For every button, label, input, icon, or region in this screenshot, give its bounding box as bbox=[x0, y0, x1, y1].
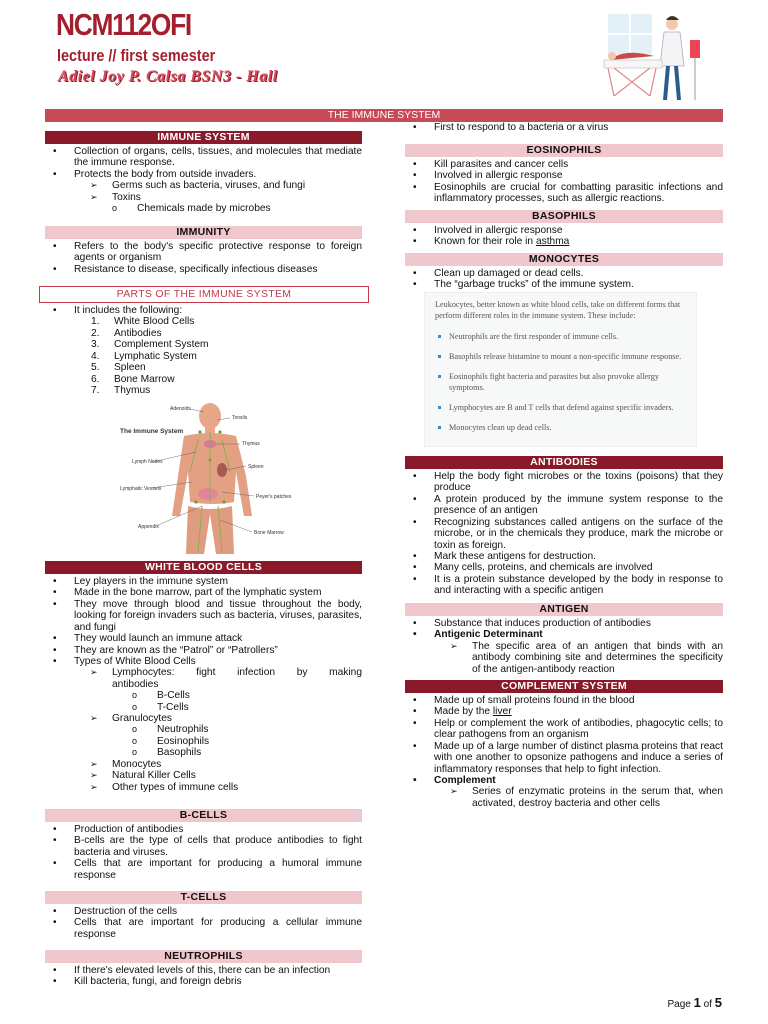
tcells-heading: T-CELLS bbox=[45, 891, 362, 904]
list-item: • B-cells are the type of cells that produce antibodies to fight bacteria and viruses. bbox=[45, 835, 362, 858]
list-item: • Made in the bone marrow, part of the lymphatic system bbox=[45, 587, 362, 598]
list-item-text: Made by the bbox=[434, 706, 493, 718]
diagram-label: Lymph Nodes bbox=[132, 459, 163, 465]
list-item: • Cells that are important for producing a cellular immune response bbox=[45, 917, 362, 940]
parts-list-number: 1. bbox=[91, 316, 100, 328]
monocytes-section bbox=[405, 253, 723, 291]
list-item: o Chemicals made by microbes bbox=[112, 203, 362, 214]
immune-system-heading: IMMUNE SYSTEM bbox=[45, 131, 362, 144]
parts-heading: PARTS OF THE IMMUNE SYSTEM bbox=[39, 286, 369, 303]
list-item: • It is a protein substance developed by the body in response to and interacting with a specific antigen bbox=[405, 574, 723, 597]
basophils-section bbox=[405, 210, 723, 248]
immunity-section bbox=[45, 226, 362, 275]
parts-list-text: Thymus bbox=[114, 384, 151, 396]
parts-list-text: Bone Marrow bbox=[114, 373, 175, 385]
list-item: • Help or complement the work of antibodies, phagocytic cells; to clear pathogens from an organism bbox=[405, 718, 723, 741]
asthma-text: asthma bbox=[535, 236, 570, 248]
list-item: • Eosinophils are crucial for combatting parasitic infections and inflammatory processes, such as allergic reactions. bbox=[405, 182, 723, 205]
list-item-text: Protects the body from outside invaders. bbox=[74, 168, 257, 180]
inset-item: Lymphocytes are B and T cells that defend against specific invaders. bbox=[435, 402, 686, 413]
parts-list-item bbox=[91, 362, 369, 373]
parts-list-number: 7. bbox=[91, 384, 100, 396]
page-number: 1 bbox=[693, 995, 701, 1010]
inset-item: Monocytes clean up dead cells. bbox=[435, 422, 686, 433]
list-item: • They move through blood and tissue throughout the body, looking for foreign invaders such as bacteria, viruses, parasites, and fungi bbox=[45, 599, 362, 633]
list-item bbox=[45, 169, 362, 180]
parts-list bbox=[91, 316, 369, 396]
list-item: ➢ Monocytes bbox=[90, 759, 362, 770]
list-item: • Recognizing substances called antigens on the surface of the microbe, or in the chemicals they produce, mark the microbe or toxin as foreign. bbox=[405, 517, 723, 551]
list-item: • Types of White Blood Cells bbox=[45, 656, 362, 667]
antigen-heading: ANTIGEN bbox=[405, 603, 723, 616]
parts-list-item bbox=[91, 351, 369, 362]
parts-list-number: 3. bbox=[91, 339, 100, 351]
list-item: ➢ Germs such as bacteria, viruses, and fungi bbox=[90, 180, 362, 191]
list-item: • Involved in allergic response bbox=[405, 225, 723, 236]
parts-list-number: 6. bbox=[91, 373, 100, 385]
list-item bbox=[90, 713, 362, 759]
list-item: o T-Cells bbox=[132, 702, 362, 713]
parts-list-item bbox=[91, 339, 369, 350]
list-item: • Help the body fight microbes or the toxins (poisons) that they produce bbox=[405, 471, 723, 494]
basophils-heading: BASOPHILS bbox=[405, 210, 723, 223]
parts-list-number: 5. bbox=[91, 362, 100, 374]
list-item bbox=[90, 667, 362, 713]
list-item: ➢ Series of enzymatic proteins in the serum that, when activated, destroy bacteria and other cells bbox=[450, 786, 723, 809]
list-item: • They would launch an immune attack bbox=[45, 633, 362, 644]
list-item: • Destruction of the cells bbox=[45, 906, 362, 917]
parts-list-item bbox=[91, 316, 369, 327]
inset-list bbox=[435, 331, 686, 433]
list-item-text: Known for their role in bbox=[434, 236, 536, 248]
diagram-label: Spleen bbox=[248, 464, 264, 470]
inset-item: Eosinophils fight bacteria and parasites but also provoke allergy symptoms. bbox=[435, 371, 686, 393]
parts-list-number: 2. bbox=[91, 327, 100, 339]
eosinophils-section bbox=[405, 144, 723, 205]
diagram-label: Appendix bbox=[138, 524, 159, 530]
list-item: ➢ Other types of immune cells bbox=[90, 782, 362, 793]
inset-item: Basophils release histamine to mount a non-specific immune response. bbox=[435, 351, 686, 362]
list-item: o B-Cells bbox=[132, 690, 362, 701]
parts-section bbox=[39, 286, 369, 396]
list-item bbox=[405, 236, 723, 247]
neutrophils-continued bbox=[405, 122, 723, 133]
list-item: • A protein produced by the immune system response to the presence of an antigen bbox=[405, 494, 723, 517]
list-item: • Resistance to disease, specifically infectious diseases bbox=[45, 264, 362, 275]
list-item: • Substance that induces production of antibodies bbox=[405, 618, 723, 629]
page-word: Page bbox=[667, 999, 691, 1010]
diagram-title: The Immune System bbox=[120, 428, 184, 435]
list-item: • Involved in allergic response bbox=[405, 170, 723, 181]
eosinophils-heading: EOSINOPHILS bbox=[405, 144, 723, 157]
diagram-label: Adenoids bbox=[170, 406, 191, 412]
list-item: • Collection of organs, cells, tissues, and molecules that mediate the immune response. bbox=[45, 146, 362, 169]
complement-section bbox=[405, 680, 723, 809]
complement-heading: COMPLEMENT SYSTEM bbox=[405, 680, 723, 693]
list-item: o Neutrophils bbox=[132, 724, 362, 735]
list-item: • It includes the following: bbox=[45, 305, 369, 316]
course-title: NCM112OFI bbox=[56, 7, 191, 42]
list-item: • Production of antibodies bbox=[45, 824, 362, 835]
list-item: ➢ Toxins bbox=[90, 192, 362, 203]
list-item: • Mark these antigens for destruction. bbox=[405, 551, 723, 562]
list-item: • Cells that are important for producing a humoral immune response bbox=[45, 858, 362, 881]
immunity-heading: IMMUNITY bbox=[45, 226, 362, 239]
liver-text: liver bbox=[492, 706, 512, 718]
of-word: of bbox=[703, 999, 712, 1010]
parts-list-item bbox=[91, 328, 369, 339]
parts-list-text: Antibodies bbox=[114, 327, 162, 339]
parts-list-number: 4. bbox=[91, 350, 100, 362]
list-item: • They are known as the “Patrol” or “Patrollers” bbox=[45, 645, 362, 656]
page-total: 5 bbox=[714, 995, 722, 1010]
antigen-section bbox=[405, 603, 723, 675]
diagram-label: Peyer's patches bbox=[256, 494, 292, 500]
diagram-label: Tonsils bbox=[232, 415, 248, 421]
list-item: ➢ Natural Killer Cells bbox=[90, 770, 362, 781]
inset-intro: Leukocytes, better known as white blood cells, take on different forms that perform different roles in the immune system. These include: bbox=[435, 300, 681, 321]
diagram-label: Bone Marrow bbox=[254, 530, 284, 536]
list-item: • If there's elevated levels of this, there can be an infection bbox=[45, 965, 362, 976]
inset-item: Neutrophils are the first responder of immune cells. bbox=[435, 331, 686, 342]
course-subtitle: lecture // first semester bbox=[57, 46, 216, 65]
parts-list-text: Complement System bbox=[114, 339, 209, 351]
list-item: • Many cells, proteins, and chemicals are involved bbox=[405, 562, 723, 573]
monocytes-heading: MONOCYTES bbox=[405, 253, 723, 266]
immune-system-diagram bbox=[112, 402, 308, 554]
diagram-label: Lymphatic Vessels bbox=[120, 486, 162, 492]
author-name: Adiel Joy P. Calsa BSN3 - Hall bbox=[58, 68, 278, 85]
list-item bbox=[405, 706, 723, 717]
bcells-heading: B-CELLS bbox=[45, 809, 362, 822]
doctor-patient-illustration bbox=[600, 10, 712, 106]
neutrophils-heading: NEUTROPHILS bbox=[45, 950, 362, 963]
list-item: o Eosinophils bbox=[132, 736, 362, 747]
parts-list-text: Spleen bbox=[114, 362, 146, 374]
antibodies-section bbox=[405, 456, 723, 597]
list-item: ➢ The specific area of an antigen that binds with an antibody combining site and determines the specificity of the antigen-antibody reaction bbox=[450, 641, 723, 675]
list-item: • Refers to the body's specific protective response to foreign agents or organism bbox=[45, 241, 362, 264]
antibodies-heading: ANTIBODIES bbox=[405, 456, 723, 469]
list-item: • Complement bbox=[405, 775, 723, 786]
parts-list-item bbox=[91, 374, 369, 385]
list-item: • Made up of a large number of distinct plasma proteins that react with one another to opsonize pathogens and induce a series of inflammatory responses that help to fight infection. bbox=[405, 741, 723, 775]
leukocytes-inset bbox=[424, 292, 697, 447]
wbc-heading: WHITE BLOOD CELLS bbox=[45, 561, 362, 574]
neutrophils-section bbox=[45, 950, 362, 988]
list-item: • The “garbage trucks” of the immune system. bbox=[405, 279, 723, 290]
main-title-bar: THE IMMUNE SYSTEM bbox=[45, 109, 723, 122]
list-item: • First to respond to a bacteria or a virus bbox=[405, 122, 723, 133]
list-item: o Basophils bbox=[132, 747, 362, 758]
list-item: • Antigenic Determinant bbox=[405, 629, 723, 640]
list-item-text: Granulocytes bbox=[112, 713, 173, 725]
list-item: • Made up of small proteins found in the blood bbox=[405, 695, 723, 706]
parts-list-text: Lymphatic System bbox=[114, 350, 197, 362]
wbc-section bbox=[45, 561, 362, 793]
parts-list-item bbox=[91, 385, 369, 396]
parts-list-text: White Blood Cells bbox=[114, 316, 195, 328]
page-footer bbox=[667, 996, 722, 1011]
list-item: • Kill parasites and cancer cells bbox=[405, 159, 723, 170]
diagram-label: Thymus bbox=[242, 441, 260, 447]
immune-system-section bbox=[45, 131, 362, 215]
list-item: • Clean up damaged or dead cells. bbox=[405, 268, 723, 279]
list-item: • Ley players in the immune system bbox=[45, 576, 362, 587]
bcells-section bbox=[45, 809, 362, 881]
tcells-section bbox=[45, 891, 362, 940]
list-item: • Kill bacteria, fungi, and foreign debris bbox=[45, 976, 362, 987]
list-item-text: ➢ Lymphocytes: fight infection by making antibodies bbox=[112, 667, 362, 690]
